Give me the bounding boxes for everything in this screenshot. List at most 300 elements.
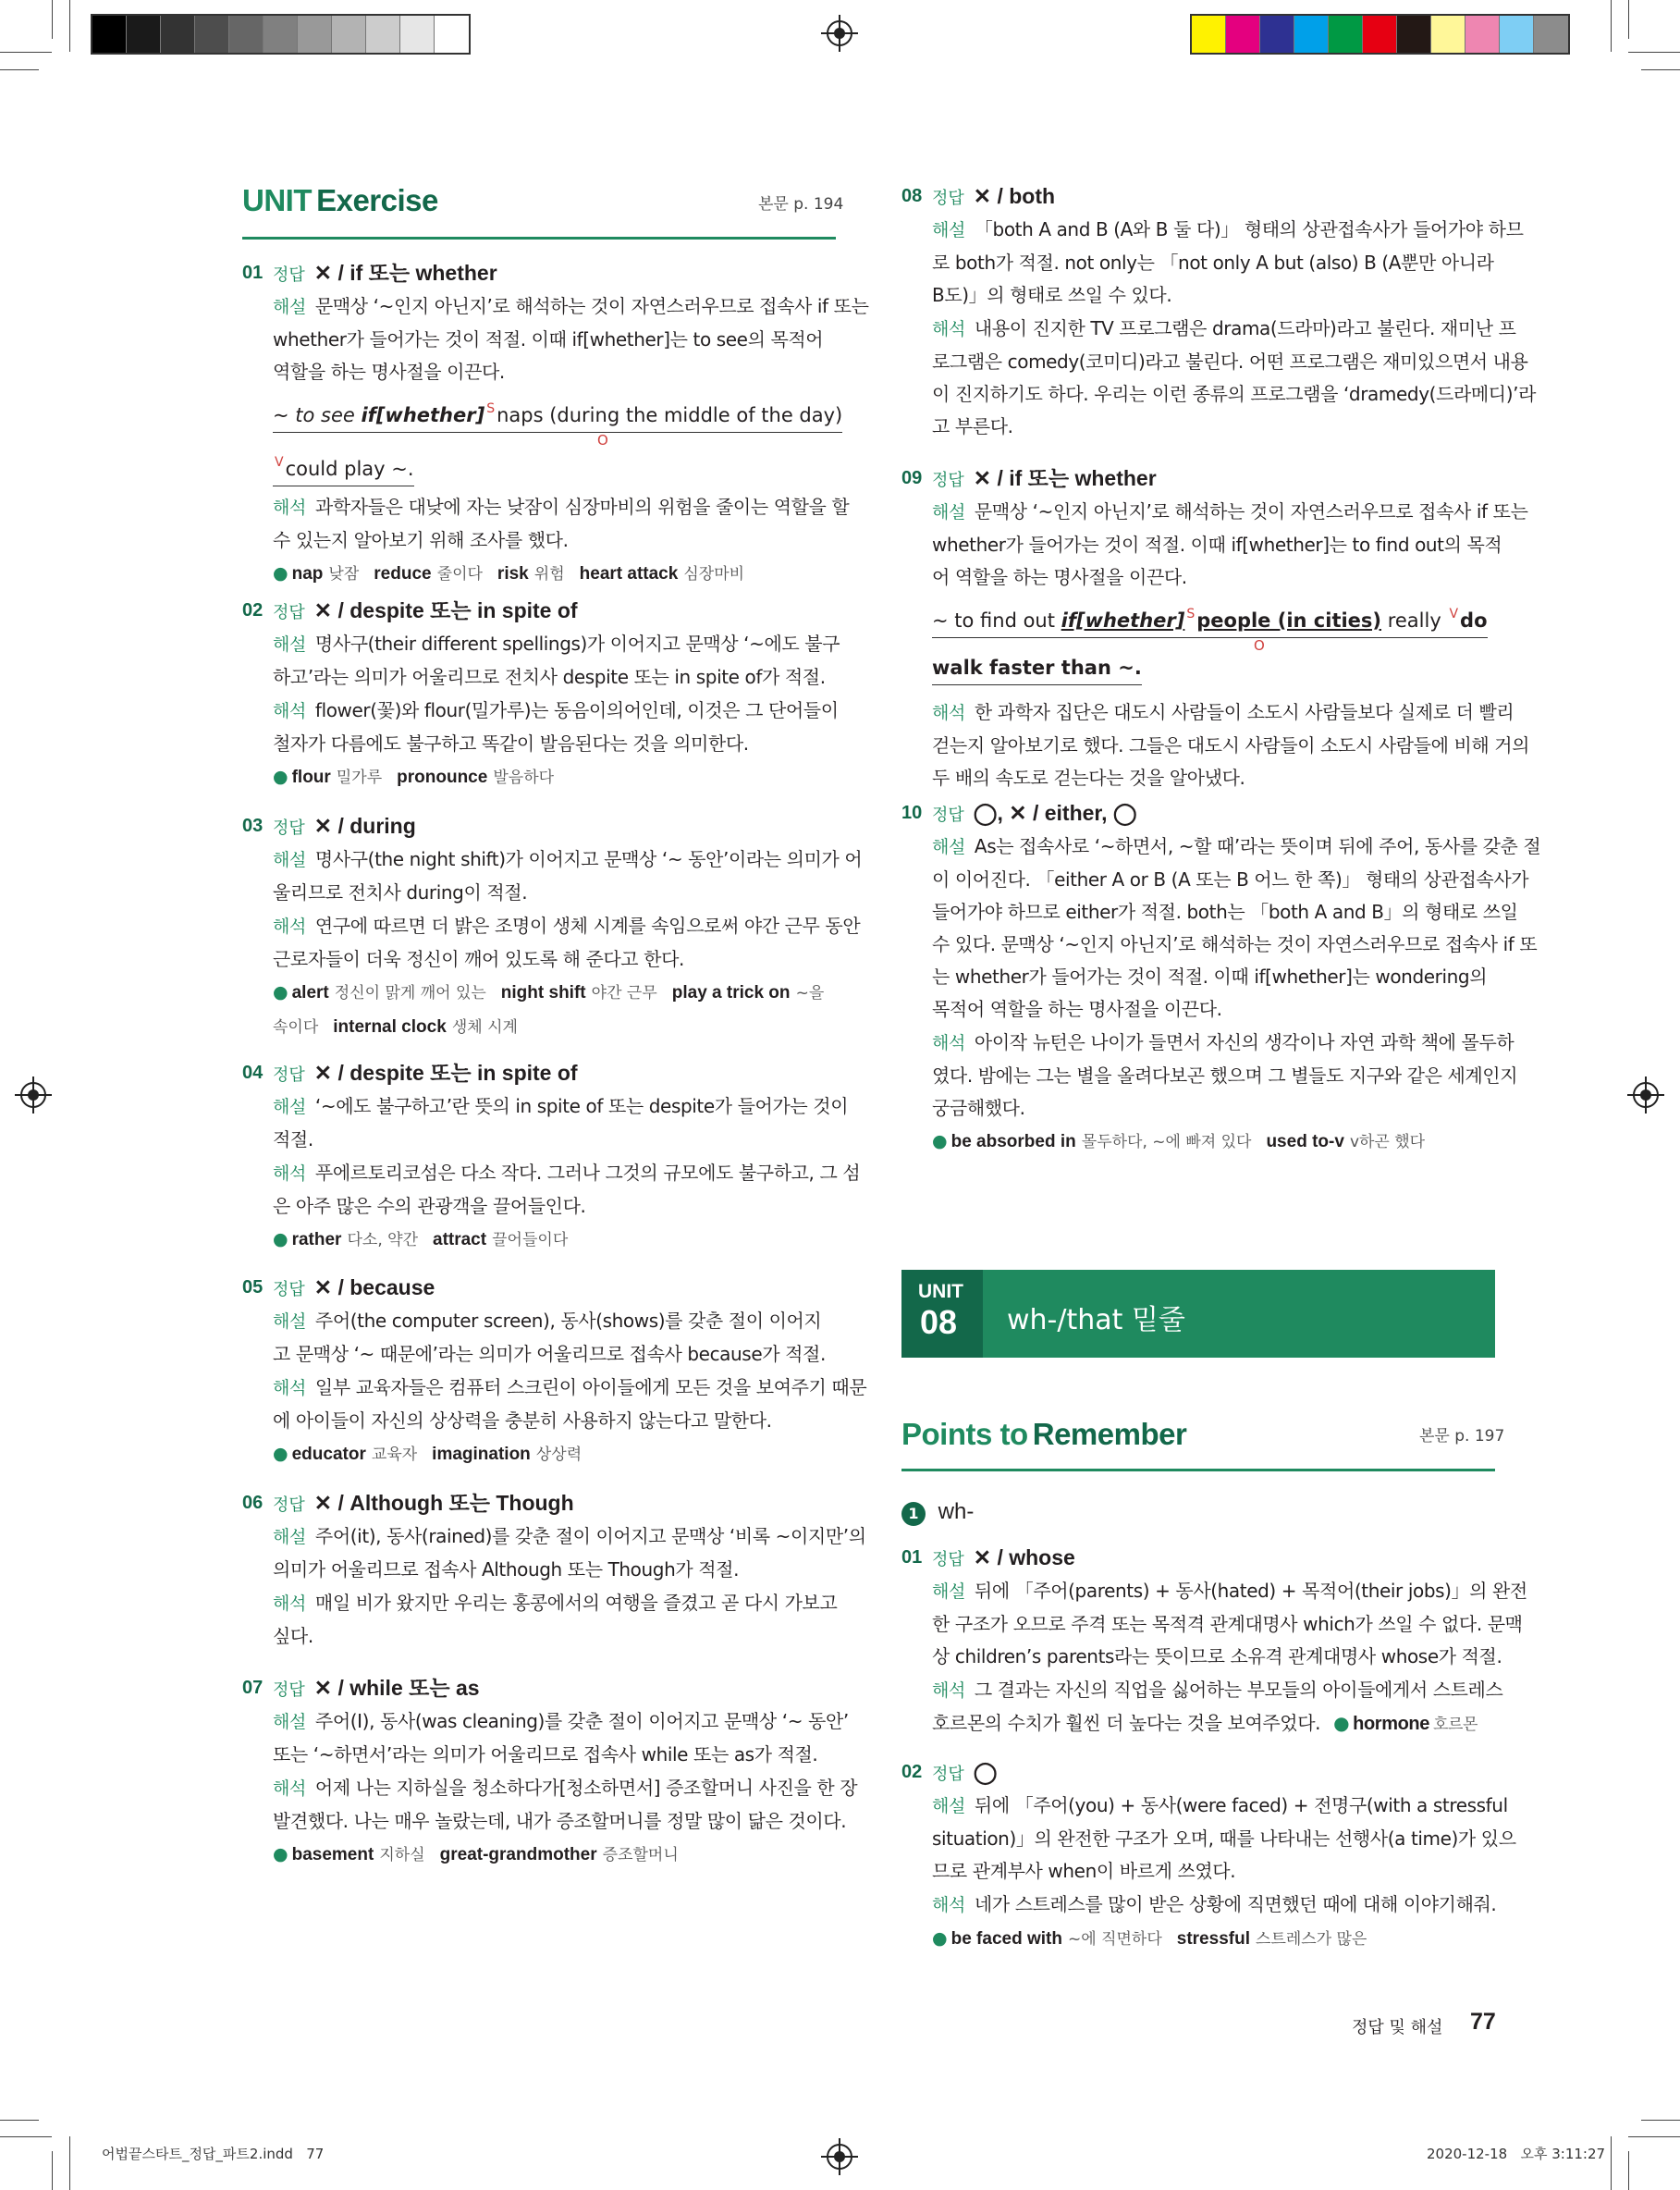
translation-line	[932, 1707, 1502, 1741]
explanation-label: 해설	[932, 1796, 965, 1816]
vocab-word: attract	[433, 1230, 487, 1249]
translation-text: 두 배의 속도로 걷는다는 것을 알아냈다.	[932, 767, 1245, 789]
explanation-line	[932, 1641, 1527, 1673]
explanation-line	[273, 1124, 848, 1156]
vocab-meaning: 낮잠	[328, 565, 360, 584]
translation-text: 였다. 밤에는 그는 별을 올려다보곤 했으며 그 별들도 지구와 같은 세계인지	[932, 1064, 1518, 1087]
explanation-text: 적절.	[273, 1128, 313, 1150]
translation	[273, 1587, 837, 1653]
translation-text: 에 아이들이 자신의 상상력을 충분히 사용하지 않는다고 말한다.	[273, 1409, 772, 1432]
crop-mark	[1628, 2151, 1629, 2190]
translation-line	[932, 378, 1536, 411]
explanation-text: 하고’라는 의미가 어울리므로 전치사 despite 또는 in spite of가 적절.	[273, 666, 826, 688]
swatch	[1500, 16, 1534, 53]
vocab-word: hormone	[1353, 1714, 1429, 1734]
example-sentence	[932, 598, 1488, 638]
translation-text: 일부 교육자들은 컴퓨터 스크린이 아이들에게 모든 것을 보여주기 때문	[314, 1376, 867, 1398]
vocab-list	[932, 1923, 1381, 1956]
explanation	[273, 1090, 848, 1156]
answer-line	[273, 1672, 480, 1706]
explanation-text: 는 whether가 들어가는 것이 적절. 이때 if[whether]는 wondering의	[932, 966, 1488, 988]
explanation	[273, 1305, 826, 1371]
crop-mark	[1628, 0, 1629, 39]
explanation-text: 므로 관계부사 when이 바르게 쓰였다.	[932, 1860, 1236, 1882]
explanation-line	[273, 1554, 866, 1586]
translation	[932, 696, 1529, 794]
crop-mark	[1628, 52, 1680, 53]
example-sentence-cont	[273, 447, 414, 486]
vocab-word: imagination	[432, 1445, 531, 1464]
explanation	[932, 214, 1524, 312]
explanation-line	[273, 290, 869, 324]
vocab-word: educator	[291, 1445, 366, 1464]
explanation-text: 문맥상 ‘~인지 아닌지’로 해석하는 것이 자연스러우므로 접속사 if 또는	[314, 295, 869, 317]
explanation-line	[932, 1823, 1516, 1855]
explanation	[273, 843, 862, 909]
translation-line	[273, 491, 849, 524]
explanation-label: 해설	[273, 1527, 306, 1547]
unit-number: 08	[920, 1303, 958, 1341]
translation-label: 해석	[273, 1778, 306, 1799]
answer-label: 정답	[273, 1280, 305, 1298]
item-number: 10	[901, 803, 923, 823]
translation	[273, 910, 860, 976]
translation-label: 해석	[273, 701, 306, 721]
vocab-word: stressful	[1176, 1929, 1250, 1949]
explanation-line	[932, 214, 1524, 247]
translation-text: 한 과학자 집단은 대도시 사람들이 소도시 사람들보다 실제로 더 빨리	[974, 701, 1514, 723]
explanation-text: 이 이어진다. 「either A or B (A 또는 B 어느 한 쪽)」 형태의 상관접속사가	[932, 868, 1529, 891]
explanation	[273, 290, 869, 388]
item-number: 02	[901, 1762, 923, 1782]
explanation-line	[932, 864, 1540, 896]
explanation-line	[932, 496, 1528, 529]
footer-label: 정답 및 해설	[1352, 2018, 1443, 2037]
translation-line	[932, 1027, 1517, 1060]
bullet-icon: ●	[273, 1229, 288, 1249]
print-timestamp: 2020-12-18 오후 3:11:27	[1427, 2146, 1606, 2162]
vocab-list	[273, 761, 569, 794]
swatch	[1294, 16, 1329, 53]
swatch	[229, 16, 264, 53]
verb-mark: V	[275, 455, 284, 470]
item-number: 05	[242, 1277, 264, 1298]
translation-label: 해석	[932, 319, 965, 339]
translation-text: 그 결과는 자신의 직업을 싫어하는 부모들의 아이들에게서 스트레스	[974, 1679, 1503, 1701]
translation	[273, 491, 849, 557]
explanation-text: 상 children’s parents라는 뜻이므로 소유격 관계대명사 whose가 적절.	[932, 1645, 1502, 1667]
answer-text: ◯, ✕ / either, ◯	[973, 801, 1137, 825]
answer-label: 정답	[273, 1680, 305, 1699]
translation-text: 발견했다. 나는 매우 놀랐는데, 내가 증조할머니를 정말 많이 닮은 것이다.	[273, 1810, 847, 1832]
explanation-text: ‘~에도 불구하고’란 뜻의 in spite of 또는 despite가 들어가는 것이	[314, 1095, 849, 1117]
translation	[932, 1027, 1517, 1125]
answer-text: ✕ / because	[313, 1275, 435, 1299]
example-prefix: ~ to find out	[932, 609, 1061, 632]
answer-line	[273, 1057, 578, 1091]
example-sentence	[273, 393, 842, 433]
explanation-text: 의미가 어울리므로 접속사 Although 또는 Though가 적절.	[273, 1558, 740, 1581]
color-swatch-bar	[1190, 14, 1570, 55]
vocab-word: risk	[497, 564, 529, 584]
swatch	[298, 16, 332, 53]
explanation-line	[273, 1520, 866, 1554]
explanation-text: 어 역할을 하는 명사절을 이끈다.	[932, 566, 1187, 588]
points-page-reference: 본문 p. 197	[1419, 1427, 1505, 1446]
vocab-word: play a trick on	[671, 983, 791, 1003]
explanation-line	[273, 1739, 849, 1771]
explanation-text: 역할을 하는 명사절을 이끈다.	[273, 361, 505, 383]
item-number: 03	[242, 816, 264, 836]
example-subject: naps (during the middle of the day)	[497, 404, 843, 426]
explanation-line	[273, 661, 840, 694]
points-title	[901, 1417, 1186, 1452]
explanation-line	[932, 1608, 1527, 1641]
example-verb: do	[1460, 609, 1488, 632]
vocab-meaning: ~을	[795, 984, 825, 1003]
vocab-meaning: 상상력	[535, 1446, 582, 1464]
item-number: 07	[242, 1678, 264, 1698]
vocab-word: alert	[291, 983, 329, 1003]
translation	[932, 313, 1536, 443]
swatch	[332, 16, 366, 53]
explanation-text: 한 구조가 오므로 주격 또는 목적격 관계대명사 which가 쓰일 수 없다. 문맥	[932, 1613, 1523, 1635]
explanation-line	[932, 279, 1524, 312]
translation-label: 해석	[273, 498, 306, 518]
explanation-text: As는 접속사로 ‘~하면서, ~할 때’라는 뜻이며 뒤에 주어, 동사를 갖춘 절	[974, 835, 1541, 857]
file-info: 어법끝스타트_정답_파트2.indd 77	[102, 2146, 325, 2162]
subject-mark: S	[486, 401, 496, 416]
explanation-line	[273, 1090, 848, 1124]
explanation-line	[932, 1575, 1527, 1608]
crop-mark	[1641, 69, 1680, 70]
crop-mark	[1611, 2136, 1612, 2190]
translation-label: 해석	[273, 917, 306, 937]
translation-label: 해석	[932, 1680, 965, 1701]
answer-line	[273, 595, 578, 629]
answer-text: ✕ / if 또는 whether	[313, 261, 497, 285]
translation-line	[273, 695, 839, 728]
explanation-line	[932, 896, 1540, 929]
explanation-label: 해설	[273, 297, 306, 317]
translation-line	[932, 696, 1529, 730]
translation-text: 걷는지 알아보기로 했다. 그들은 대도시 사람들이 소도시 사람들에 비해 거의	[932, 734, 1530, 757]
explanation-text: 수 있다. 문맥상 ‘~인지 아닌지’로 해석하는 것이 자연스러우므로 접속사 if 또	[932, 933, 1538, 955]
answer-line	[932, 1542, 1075, 1576]
crop-mark	[1628, 2136, 1680, 2137]
translation-line	[273, 524, 849, 557]
item-number: 08	[901, 186, 923, 206]
crop-mark	[1611, 0, 1612, 52]
explanation-text: 뒤에 「주어(parents) + 동사(hated) + 목적어(their jobs)」의 완전	[974, 1580, 1527, 1602]
answer-label: 정답	[932, 1550, 964, 1569]
translation-line	[273, 1190, 860, 1223]
translation-text: 철자가 다름에도 불구하고 똑같이 발음된다는 것을 의미한다.	[273, 732, 749, 755]
translation-line	[932, 762, 1529, 794]
explanation-line	[273, 1338, 826, 1371]
translation-line	[932, 411, 1536, 443]
example-adverb: really	[1381, 609, 1448, 632]
vocab-word: flour	[291, 768, 331, 787]
crop-mark	[52, 2151, 53, 2190]
explanation-text: 주어(it), 동사(rained)를 갖춘 절이 이어지고 문맥상 ‘비록 ~이지만’의	[314, 1525, 866, 1547]
explanation-line	[932, 247, 1524, 279]
translation-text: 로그램은 comedy(코미디)라고 불린다. 어떤 프로그램은 재미있으면서 내용	[932, 351, 1528, 373]
swatch	[1363, 16, 1397, 53]
translation-text: 호르몬의 수치가 훨씬 더 높다는 것을 보여주었다.	[932, 1712, 1321, 1734]
translation-label: 해석	[273, 1593, 306, 1614]
vocab-list	[273, 1011, 533, 1044]
explanation-line	[273, 877, 862, 909]
item-number: 09	[901, 468, 923, 488]
explanation-text: 「both A and B (A와 B 둘 다)」 형태의 상관접속사가 들어가야 하므	[974, 218, 1524, 240]
answer-line	[932, 462, 1157, 497]
vocab-word: heart attack	[579, 564, 679, 584]
answer-label: 정답	[273, 265, 305, 284]
points-title-a: Points to	[901, 1417, 1028, 1451]
translation-line	[273, 1587, 837, 1620]
translation-line	[273, 1157, 860, 1190]
explanation-line	[273, 356, 869, 388]
swatch	[161, 16, 195, 53]
explanation-text: 명사구(their different spellings)가 이어지고 문맥상 ‘~에도 불구	[314, 633, 840, 655]
explanation	[932, 1575, 1527, 1673]
explanation	[932, 496, 1528, 594]
vocab-list	[273, 1224, 582, 1257]
explanation-text: 들어가야 하므로 either가 적절. both는 「both A and B」의 형태로 쓰일	[932, 901, 1518, 923]
translation-text: 네가 스트레스를 많이 받은 상황에 직면했던 때에 대해 이야기해줘.	[974, 1893, 1497, 1915]
translation-line	[932, 346, 1536, 378]
explanation-text: 또는 ‘~하면서’라는 의미가 어울리므로 접속사 while 또는 as가 적절.	[273, 1743, 818, 1766]
translation-label: 해석	[932, 1895, 965, 1915]
translation-text: 내용이 진지한 TV 프로그램은 drama(드라마)라고 불린다. 재미난 프	[974, 317, 1516, 339]
translation-line	[932, 313, 1536, 346]
explanation	[932, 830, 1540, 1026]
example-sentence-cont	[932, 652, 1142, 685]
swatch	[1397, 16, 1431, 53]
explanation-text: 울리므로 전치사 during이 적절.	[273, 881, 528, 904]
crop-mark	[69, 0, 70, 52]
explanation-text: 로 both가 적절. not only는 「not only A but (also) B (A뿐만 아니라	[932, 252, 1494, 274]
item-number: 06	[242, 1493, 264, 1513]
translation	[273, 1157, 860, 1223]
explanation-text: 뒤에 「주어(you) + 동사(were faced) + 전명구(with a stressful	[974, 1794, 1508, 1816]
explanation-line	[932, 561, 1528, 594]
translation-line	[932, 1674, 1502, 1707]
swatch	[1534, 16, 1568, 53]
translation-label: 해석	[932, 703, 965, 723]
vocab-meaning: ~에 직면하다	[1068, 1930, 1162, 1949]
explanation-line	[932, 830, 1540, 864]
translation-text: 이 진지하기도 하다. 우리는 이런 종류의 프로그램을 ‘dramedy(드라메디)’라	[932, 383, 1536, 405]
translation	[273, 1772, 857, 1838]
object-mark: O	[597, 432, 608, 449]
translation-line	[273, 728, 839, 760]
bullet-icon: ●	[273, 1844, 288, 1864]
translation-text: 수 있는지 알아보기 위해 조사를 했다.	[273, 529, 569, 551]
translation-text: 과학자들은 대낮에 자는 낮잠이 심장마비의 위험을 줄이는 역할을 할	[314, 496, 850, 518]
vocab-word: basement	[291, 1845, 374, 1864]
subsection-title: wh-	[938, 1499, 975, 1524]
translation-label: 해석	[273, 1378, 306, 1398]
swatch	[1465, 16, 1500, 53]
explanation-label: 해설	[273, 634, 306, 655]
explanation-label: 해설	[932, 220, 965, 240]
item-number: 04	[242, 1063, 264, 1083]
explanation-label: 해설	[932, 1581, 965, 1602]
translation-line	[932, 730, 1529, 762]
swatch	[195, 16, 229, 53]
vocab-word: be absorbed in	[950, 1132, 1076, 1151]
answer-line	[273, 1272, 435, 1306]
swatch	[435, 16, 469, 53]
vocab-list	[273, 1438, 596, 1471]
bullet-icon: ●	[273, 767, 288, 787]
explanation-line	[273, 843, 862, 877]
answer-label: 정답	[932, 1765, 964, 1783]
subsection-heading	[901, 1498, 974, 1526]
answer-line	[273, 257, 497, 291]
vocab-word: nap	[291, 564, 324, 584]
explanation-line	[932, 929, 1540, 961]
explanation-text: situation)」의 완전한 구조가 오며, 때를 나타내는 선행사(a time)가 있으	[932, 1827, 1516, 1850]
translation-text: flower(꽃)와 flour(밀가루)는 동음이의어인데, 이것은 그 단어들이	[314, 699, 839, 721]
example-clause-head: if[whether]	[361, 404, 485, 426]
swatch	[264, 16, 298, 53]
explanation-text: 문맥상 ‘~인지 아닌지’로 해석하는 것이 자연스러우므로 접속사 if 또는	[974, 500, 1528, 523]
translation-text: 싶다.	[273, 1625, 313, 1647]
vocab-list	[932, 1126, 1440, 1159]
item-number: 01	[901, 1547, 923, 1568]
vocab-meaning: 몰두하다, ~에 빠져 있다	[1081, 1133, 1252, 1151]
explanation-text: whether가 들어가는 것이 적절. 이때 if[whether]는 to see의 목적어	[273, 328, 824, 351]
translation-line	[932, 1060, 1517, 1092]
explanation-text: 주어(I), 동사(was cleaning)를 갖춘 절이 이어지고 문맥상 ‘~ 동안’	[314, 1710, 849, 1732]
crop-mark	[0, 52, 52, 53]
vocab-meaning: 다소, 약간	[347, 1231, 418, 1249]
answer-text: ✕ / during	[313, 814, 416, 838]
section-title	[242, 183, 438, 218]
translation-text: 궁금해했다.	[932, 1097, 1025, 1119]
explanation-text: 주어(the computer screen), 동사(shows)를 갖춘 절이 이어지	[314, 1310, 822, 1332]
example-verb-cont: walk faster than ~.	[932, 657, 1142, 679]
translation	[932, 1889, 1496, 1922]
answer-line	[932, 180, 1055, 215]
answer-label: 정답	[273, 603, 305, 621]
answer-text: ✕ / whose	[973, 1545, 1075, 1569]
vocab-meaning: 스트레스가 많은	[1256, 1930, 1367, 1949]
explanation-line	[273, 324, 869, 356]
explanation-text: 명사구(the night shift)가 이어지고 문맥상 ‘~ 동안’이라는 의미가 어	[314, 848, 863, 870]
vocab-meaning: 끌어들이다	[492, 1231, 569, 1249]
translation-text: 아이작 뉴턴은 나이가 들면서 자신의 생각이나 자연 과학 책에 몰두하	[974, 1031, 1514, 1053]
answer-line	[932, 1756, 998, 1790]
item-number: 02	[242, 600, 264, 621]
vocab-meaning: v하곤 했다	[1349, 1133, 1426, 1151]
vocab-word: used to-v	[1266, 1132, 1344, 1151]
explanation-line	[932, 1790, 1516, 1823]
explanation-line	[273, 1305, 826, 1338]
explanation-text: whether가 들어가는 것이 적절. 이때 if[whether]는 to find out의 목적	[932, 534, 1502, 556]
points-rule	[901, 1469, 1495, 1471]
translation-text: 고 부른다.	[932, 415, 1013, 437]
example-subject: people (in cities)	[1196, 609, 1382, 632]
vocab-word: great-grandmother	[439, 1845, 597, 1864]
answer-text: ✕ / if 또는 whether	[973, 466, 1157, 490]
vocab-meaning: 정신이 맑게 깨어 있는	[334, 984, 486, 1003]
item-number: 01	[242, 263, 264, 283]
points-title-b: Remember	[1032, 1417, 1187, 1451]
crop-mark	[69, 2136, 70, 2190]
vocab-meaning: 밀가루	[336, 769, 383, 787]
inline-vocab	[1333, 1712, 1478, 1734]
explanation-line	[932, 993, 1540, 1026]
explanation-line	[273, 628, 840, 661]
translation-text: 어제 나는 지하실을 청소하다가[청소하면서] 증조할머니 사진을 한 장	[314, 1777, 858, 1799]
vocab-meaning: 속이다	[273, 1018, 319, 1037]
answer-text: ✕ / Although 또는 Though	[313, 1491, 574, 1515]
translation-text: 연구에 따르면 더 밝은 조명이 생체 시계를 속임으로써 야간 근무 동안	[314, 915, 861, 937]
answer-label: 정답	[273, 1495, 305, 1514]
translation-line	[273, 1372, 866, 1405]
swatch	[366, 16, 400, 53]
explanation-text: 목적어 역할을 하는 명사절을 이끈다.	[932, 998, 1222, 1020]
explanation	[273, 628, 840, 694]
vocab-word: internal clock	[333, 1017, 447, 1037]
answer-line	[273, 810, 416, 844]
answer-text: ◯	[973, 1760, 998, 1784]
translation-text: 근로자들이 더욱 정신이 깨어 있도록 해 준다고 한다.	[273, 948, 684, 970]
explanation-label: 해설	[273, 1097, 306, 1117]
unit-label: UNIT	[918, 1281, 963, 1302]
vocab-list	[273, 558, 759, 591]
answer-text: ✕ / despite 또는 in spite of	[313, 1061, 578, 1085]
translation	[273, 695, 839, 760]
vocab-word: pronounce	[397, 768, 488, 787]
bullet-icon: ●	[273, 563, 288, 584]
answer-label: 정답	[932, 806, 964, 824]
page-number: 77	[1470, 2009, 1496, 2035]
translation-text: 은 아주 많은 수의 관광객을 끌어들인다.	[273, 1195, 586, 1217]
unit-banner	[901, 1270, 1495, 1358]
registration-mark-right	[1633, 1082, 1659, 1108]
bullet-icon: ●	[273, 982, 288, 1003]
vocab-list	[273, 977, 839, 1010]
swatch	[400, 16, 435, 53]
verb-mark: V	[1449, 607, 1459, 621]
object-mark: O	[1254, 637, 1265, 654]
explanation-text: B도)」의 형태로 쓰일 수 있다.	[932, 284, 1172, 306]
explanation	[932, 1790, 1516, 1888]
explanation-label: 해설	[273, 1712, 306, 1732]
example-clause-head: if[whether]	[1061, 609, 1185, 632]
answer-label: 정답	[273, 818, 305, 837]
answer-text: ✕ / while 또는 as	[313, 1676, 480, 1700]
explanation	[273, 1705, 849, 1771]
answer-label: 정답	[932, 471, 964, 489]
subject-mark: S	[1186, 607, 1196, 621]
crop-mark	[0, 2136, 52, 2137]
registration-mark-top	[827, 20, 852, 46]
answer-label: 정답	[273, 1065, 305, 1084]
explanation	[273, 1520, 866, 1586]
swatch	[127, 16, 161, 53]
bullet-icon: ●	[932, 1928, 948, 1949]
translation-line	[273, 1772, 857, 1805]
registration-mark-bottom	[827, 2144, 852, 2170]
explanation-line	[932, 961, 1540, 993]
translation-line	[273, 1405, 866, 1437]
